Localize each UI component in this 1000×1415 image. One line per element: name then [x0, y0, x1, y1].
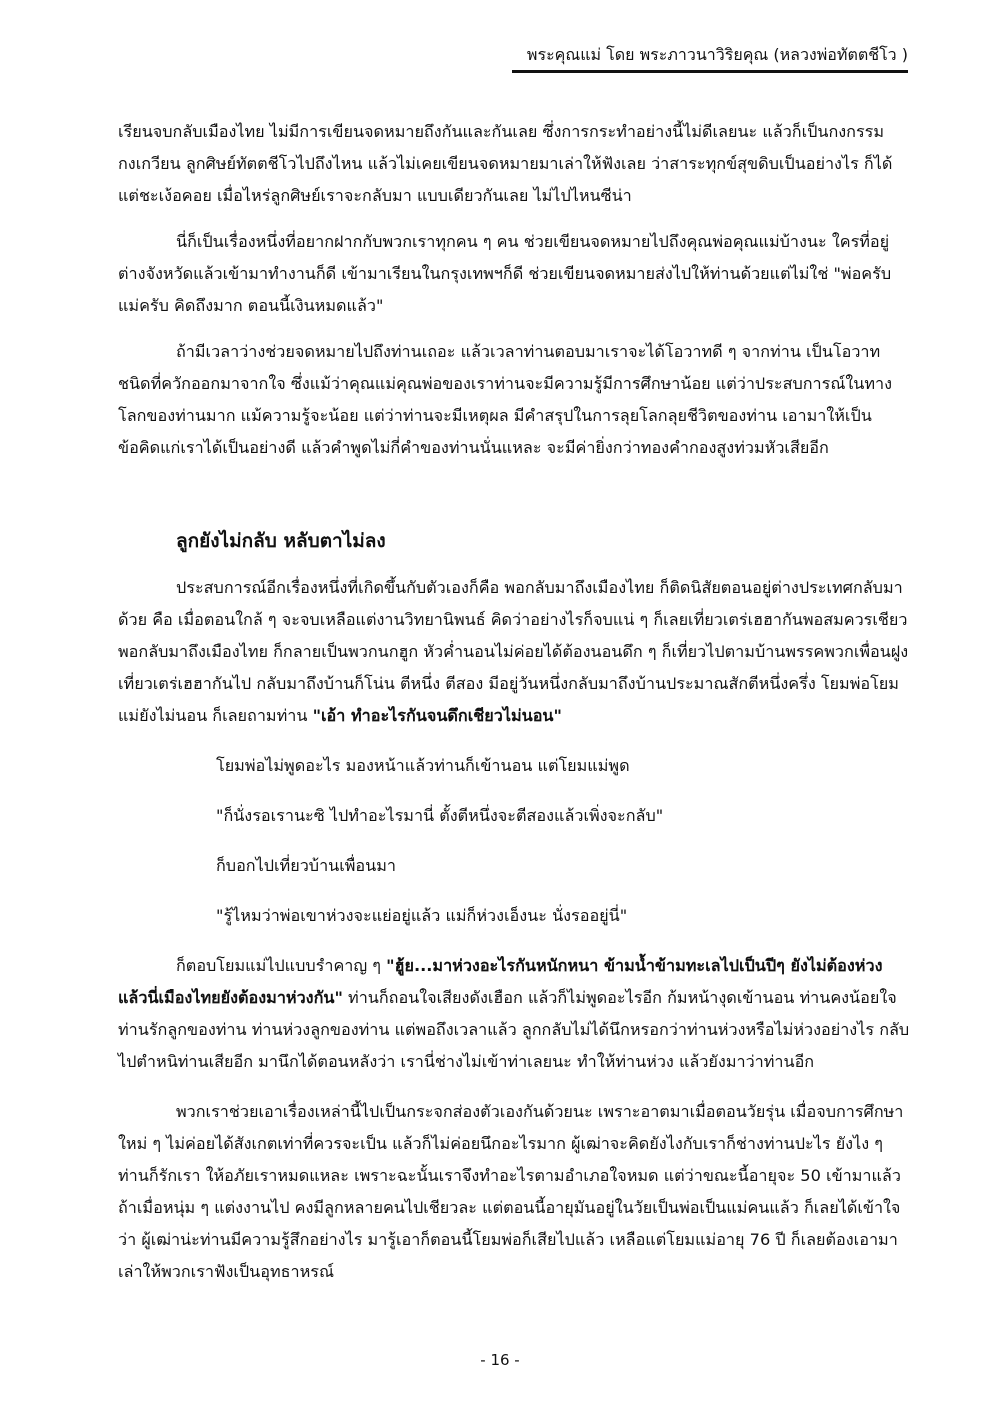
page-number: - 16 - — [480, 1351, 520, 1369]
paragraph-5-start: ก็ตอบโยมแม่ไปแบบรำคาญ ๆ — [176, 956, 387, 975]
header-rule — [512, 70, 908, 73]
paragraph-6: พวกเราช่วยเอาเรื่องเหล่านี้ไปเป็นกระจกส่องตัวเองกันด้วยนะ เพราะอาตมาเมื่อตอนวัยรุ่น เมื่อจบการศึกษาใหม่ ๆ ไม่ค่อยได้สังเกตเท่าที่ควรจะเป็น แล้วก็ไม่ค่อยนึกอะไรมาก ผู้เฒ่าจะคิดยังไงกับเราก็ช่างท่านปะไร ยังไง ๆ ท่านก็รักเรา ให้อภัยเราหมดแหละ เพราะฉะนั้นเราจึงทำอะไรตามอำเภอใจหมด แต่ว่าขณะนี้อายุจะ 50 เข้ามาแล้ว ถ้าเมื่อหนุ่ม ๆ แต่งงานไป คงมีลูกหลายคนไปเชียวละ แต่ตอนนี้อายุมันอยู่ในวัยเป็นพ่อเป็นแม่คนแล้ว ก็เลยได้เข้าใจว่า ผู้เฒ่าน่ะท่านมีความรู้สึกอย่างไร มารู้เอาก็ตอนนี้โยมพ่อก็เสียไปแล้ว เหลือแต่โยมแม่อายุ 76 ปี ก็เลยต้องเอามาเล่าให้พวกเราฟังเป็นอุทธาหรณ์ — [118, 1102, 904, 1281]
paragraph-4-text: ประสบการณ์อีกเรื่องหนึ่งที่เกิดขึ้นกับตัวเองก็คือ พอกลับมาถึงเมืองไทย ก็ติดนิสัยตอนอยู่ต่างประเทศกลับมาด้วย คือ เมื่อตอนใกล้ ๆ จะจบเหลือแต่งานวิทยานิพนธ์ คิดว่าอย่างไรก็จบแน่ ๆ ก็เลยเที่ยวเตร่เฮฮากันพอสมควรเชียว พอกลับมาถึงเมืองไทย ก็กลายเป็นพวกนกฮูก หัวค่ำนอนไม่ค่อยได้ต้องนอนดึก ๆ ก็เที่ยวไปตามบ้านพรรคพวกเพื่อนฝูง เที่ยวเตร่เฮฮากันไป กลับมาถึงบ้านก็โน่น ตีหนึ่ง ตีสอง มีอยู่วันหนึ่งกลับมาถึงบ้านประมาณสักตีหนึ่งครึ่ง โยมพ่อโยมแม่ยังไม่นอน ก็เลยถามท่าน — [118, 578, 909, 725]
paragraph-3: ถ้ามีเวลาว่างช่วยจดหมายไปถึงท่านเถอะ แล้วเวลาท่านตอบมาเราจะได้โอวาทดี ๆ จากท่าน เป็นโอวาทชนิดที่ควักออกมาจากใจ ซึ่งแม้ว่าคุณแม่คุณพ่อของเราท่านจะมีความรู้มีการศึกษาน้อย แต่ว่าประสบการณ์ในทางโลกของท่านมาก แม้ความรู้จะน้อย แต่ว่าท่านจะมีเหตุผล มีคำสรุปในการลุยโลกลุยชีวิตของท่าน เอามาให้เป็นข้อคิดแก่เราได้เป็นอย่างดี แล้วคำพูดไม่กี่คำของท่านนั่นแหละ จะมีค่ายิ่งกว่าทองคำกองสูงท่วมหัวเสียอีก — [118, 342, 892, 457]
page-content — [118, 116, 910, 1288]
dialogue-line-2: "ก็นั่งรอเรานะซิ ไปทำอะไรมานี่ ตั้งตีหนึ่งจะตีสองแล้วเพิ่งจะกลับ" — [216, 806, 664, 825]
paragraph-2: นี่ก็เป็นเรื่องหนึ่งที่อยากฝากกับพวกเราทุกคน ๆ คน ช่วยเขียนจดหมายไปถึงคุณพ่อคุณแม่บ้างนะ ใครที่อยู่ต่างจังหวัดแล้วเข้ามาทำงานก็ดี เข้ามาเรียนในกรุงเทพฯก็ดี ช่วยเขียนจดหมายส่งไปให้ท่านด้วยแต่ไม่ใช่ "พ่อครับ แม่ครับ คิดถึงมาก ตอนนี้เงินหมดแล้ว" — [118, 232, 892, 315]
dialogue-line-1: โยมพ่อไม่พูดอะไร มองหน้าแล้วท่านก็เข้านอน แต่โยมแม่พูด — [216, 756, 630, 775]
dialogue-line-3: ก็บอกไปเที่ยวบ้านเพื่อนมา — [216, 856, 396, 875]
section-heading: ลูกยังไม่กลับ หลับตาไม่ลง — [176, 530, 386, 552]
dialogue-line-4: "รู้ไหมว่าพ่อเขาห่วงจะแย่อยู่แล้ว แม่ก็ห่วงเอ็งนะ นั่งรออยู่นี่" — [216, 906, 628, 925]
paragraph-4 — [118, 572, 910, 732]
paragraph-5 — [118, 950, 910, 1078]
running-header: พระคุณแม่ โดย พระภาวนาวิริยคุณ (หลวงพ่อทัตตชีโว ) — [526, 45, 908, 64]
paragraph-4-quote: "เอ้า ทำอะไรกันจนดึกเชียวไม่นอน" — [312, 706, 562, 725]
paragraph-5-end: ท่านก็ถอนใจเสียงดังเฮือก แล้วก็ไม่พูดอะไรอีก ก้มหน้างุดเข้านอน ท่านคงน้อยใจ ท่านรักลูกของท่าน ท่านห่วงลูกของท่าน แต่พอถึงเวลาแล้ว ลูกกลับไม่ได้นึกหรอกว่าท่านห่วงหรือไม่ห่วงอย่างไร กลับไปตำหนิท่านเสียอีก มานึกได้ตอนหลังว่า เรานี่ช่างไม่เข้าท่าเลยนะ ทำให้ท่านห่วง แล้วยังมาว่าท่านอีก — [118, 988, 910, 1071]
paragraph-1: เรียนจบกลับเมืองไทย ไม่มีการเขียนจดหมายถึงกันและกันเลย ซึ่งการกระทำอย่างนี้ไม่ดีเลยนะ แล้วก็เป็นกงกรรมกงเกวียน ลูกศิษย์ทัตตชีโวไปถึงไหน แล้วไม่เคยเขียนจดหมายมาเล่าให้ฟังเลย ว่าสาระทุกข์สุขดิบเป็นอย่างไร ก็ได้แต่ชะเง้อคอย เมื่อไหร่ลูกศิษย์เราจะกลับมา แบบเดียวกันเลย ไม่ไปไหนซีน่า — [118, 122, 893, 205]
paragraph-5-quote: "ฮู้ย...มาห่วงอะไรกันหนักหนา ข้ามน้ำข้ามทะเลไปเป็นปีๆ ยังไม่ต้องห่วง แล้วนี่เมืองไทยยังต้องมาห่วงกัน" — [118, 956, 883, 1007]
